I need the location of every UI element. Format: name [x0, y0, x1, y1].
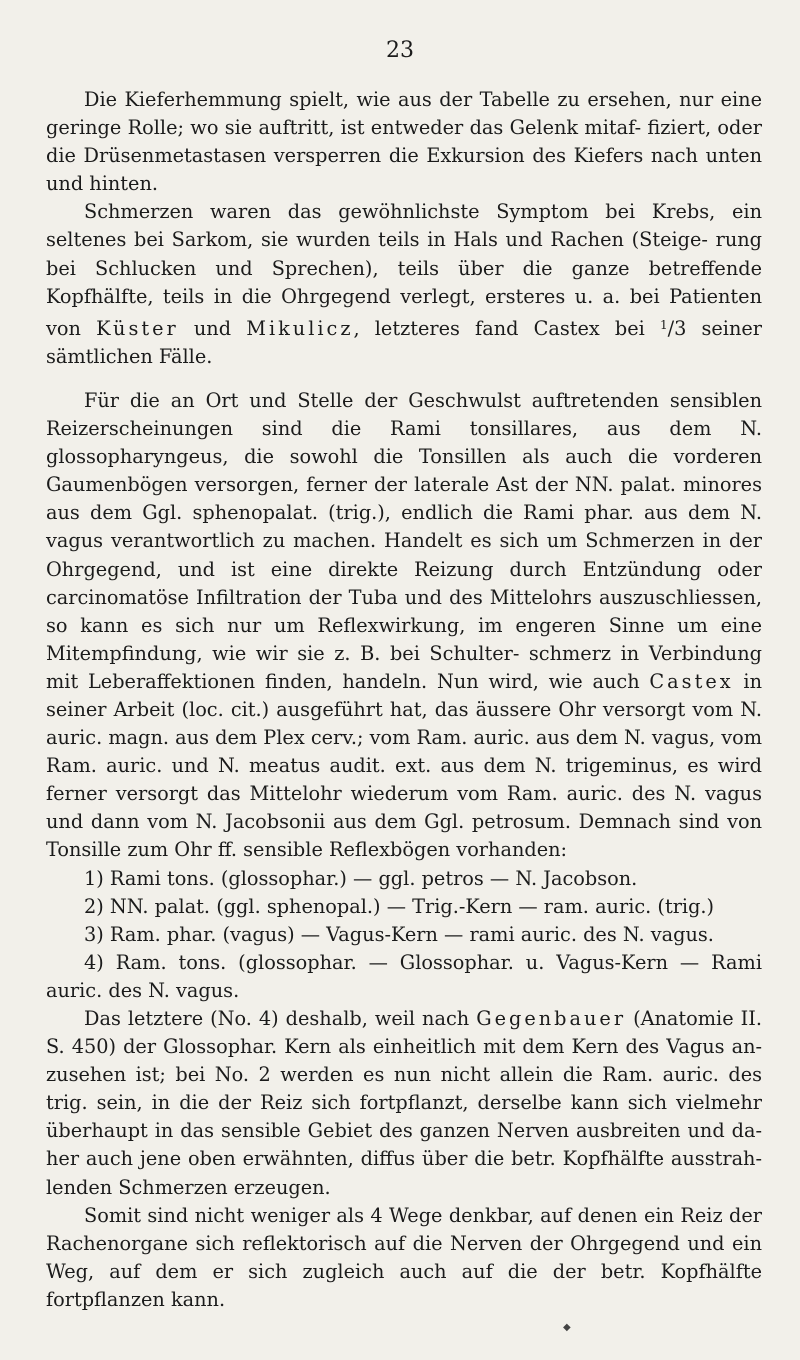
body-text [46, 86, 762, 1314]
print-mark-icon: ◆ [563, 1322, 571, 1333]
text-run: , letzteres fand Castex bei [353, 316, 645, 340]
text-run: (Anatomie II. S. 450) der Glossophar. Kern als einheitlich mit dem Kern des Vagus an- zusehen ist; bei No. 2 werden es nun nicht allein die Ram. auric. des trig. sein, in die der Reiz sich fortpflanzt, derselbe kann sich vielmehr überhaupt in das sensible Gebiet des ganzen Nerven ausbreiten und da- her auch jene oben erwähnten, diffus über die betr. Kopfhälfte ausstrah- lenden Schmerzen erzeugen. [46, 1007, 762, 1199]
text-run: Schmerzen waren das gewöhnlichste Symptom bei Krebs, ein seltenes bei Sarkom, sie wurden teils in Hals und Rachen (Steige- rung bei Schlucken und Sprechen), teils über die ganze betreffende Kopfhälfte, teils in die Ohrgegend verlegt, ersteres u. a. bei Patienten von [46, 200, 762, 340]
text-run: und [193, 316, 232, 340]
author-name-kuester: Küster [96, 316, 179, 340]
fraction-numerator: 1 [659, 317, 668, 332]
list-item: 2) NN. palat. (ggl. sphenopal.) — Trig.-Kern — ram. auric. (trig.) [84, 894, 715, 918]
text-run: Das letztere (No. 4) deshalb, weil nach [84, 1007, 470, 1030]
paragraph-pain-symptom [46, 198, 762, 371]
paragraph-conclusion: Somit sind nicht weniger als 4 Wege denkbar, auf denen ein Reiz der Rachenorgane sich reflektorisch auf die Nerven der Ohrgegend und ein Weg, auf dem er sich zugleich auch auf die der betr. Kopfhälfte fortpflanzen kann. [46, 1203, 762, 1311]
author-name-gegenbauer: Gegenbauer [476, 1007, 627, 1030]
text-run: seiner sämtlichen Fälle. [46, 316, 763, 368]
list-item: 1) Rami tons. (glossophar.) — ggl. petros — N. Jacobson. [84, 866, 638, 890]
text-run: in seiner Arbeit (loc. cit.) ausgeführt hat, das äussere Ohr versorgt vom N. auric. magn. aus dem Plex cerv.; vom Ram. auric. aus dem N. vagus, vom Ram. auric. und N. meatus audit. ext. aus dem N. trigeminus, es wird ferner versorgt das Mittelohr wiederum vom Ram. auric. des N. vagus und dann vom N. Jacobsonii aus dem Ggl. petrosum. Demnach sind von Tonsille zum Ohr ff. sensible Reflexbögen vorhanden: [46, 669, 762, 862]
author-name-castex: Castex [649, 669, 734, 693]
author-name-mikulicz: Mikulicz [246, 316, 354, 340]
text-run: Für die an Ort und Stelle der Geschwulst auftretenden sensiblen Reizerscheinungen sind die Rami tonsillares, aus dem N. glossopharyngeus, die sowohl die Tonsillen als auch die vorderen Gaumenbögen versorgen, ferner der laterale Ast der NN. palat. minores aus dem Ggl. sphenopalat. (trig.), endlich die Rami phar. aus dem N. vagus verantwortlich zu machen. Handelt es sich um Schmerzen in der Ohrgegend, und ist eine direkte Reizung durch Entzündung oder carcinomatöse Infiltration der Tuba und des Mittelohrs auszuschliessen, so kann es sich nur um Reflexwirkung, im engeren Sinne um eine Mitempfindung, wie wir sie z. B. bei Schulter- schmerz in Verbindung mit Leberaffektionen finden, handeln. Nun wird, wie auch [46, 388, 762, 693]
paragraph-jaw-restriction: Die Kieferhemmung spielt, wie aus der Tabelle zu ersehen, nur eine geringe Rolle; wo sie auftritt, ist entweder das Gelenk mitaf- fiziert, oder die Drüsenmetastasen versperren die Exkursion des Kiefers nach unten und hinten. [46, 88, 762, 196]
list-item: 3) Ram. phar. (vagus) — Vagus-Kern — rami auric. des N. vagus. [84, 922, 714, 946]
paragraph-sensory-nerves [46, 387, 762, 865]
page-number: 23 [386, 38, 414, 63]
list-item: 4) Ram. tons. (glossophar. — Glossophar. u. Vagus-Kern — Rami auric. des N. vagus. [46, 950, 762, 1002]
paragraph-gegenbauer [46, 1005, 762, 1202]
fraction-denominator: /3 [667, 316, 687, 340]
